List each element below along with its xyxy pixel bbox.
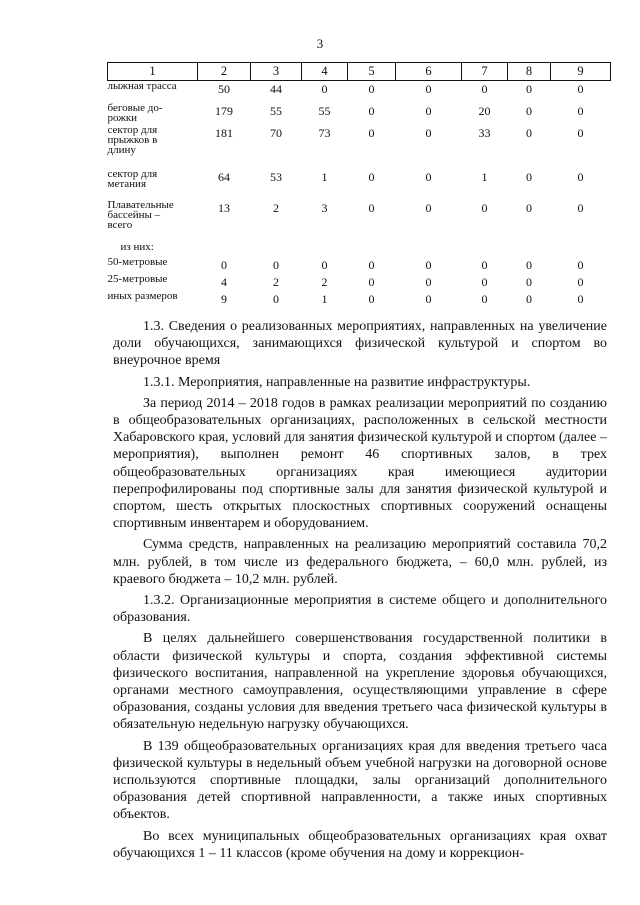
table-cell: 0: [321, 257, 328, 272]
table-cell: 181: [215, 125, 233, 140]
table-cell: 50: [218, 82, 230, 96]
table-cell: 0: [425, 200, 432, 215]
row-label: Плавательные бассейны – всего: [107, 198, 174, 231]
table-cell: 0: [577, 274, 584, 289]
table-cell: 20: [478, 103, 491, 118]
table-cell: 0: [481, 291, 488, 306]
table-cell: 0: [368, 169, 375, 184]
table-cell: 0: [425, 82, 432, 96]
table-cell: 0: [481, 82, 488, 96]
table-cell: 0: [481, 200, 488, 215]
table-cell: 0: [425, 103, 432, 118]
table-cell: 0: [368, 200, 375, 215]
table-row: [108, 125, 611, 169]
paragraph: В 139 общеобразовательных организациях края для введения третьего часа физической культуры в недельный объем учебной нагрузки на договорной основе используются спортивные площадки, залы организаций дополнительного образования детей спортивной направленности, а также иных спортивных объектов.: [113, 738, 607, 823]
paragraph: За период 2014 – 2018 годов в рамках реализации мероприятий по созданию в общеобразовательных организациях, расположенных в сельской местности Хабаровского края, условий для занятия физической культурой и спортом (далее – мероприятия), выполнен ремонт 46 спортивных залов, в трех общеобразовательных организациях края имеющиеся аудитории перепрофилированы под спортивные залы для занятия физической культурой и спортом, шесть открытых плоскостных спортивных сооружений оснащены спортивным инвентарем и оборудованием.: [113, 395, 607, 532]
column-header: 4: [302, 63, 348, 81]
table-row: [108, 81, 611, 103]
table-cell: 55: [318, 103, 331, 118]
paragraph: 1.3.1. Мероприятия, направленные на развитие инфраструктуры.: [143, 374, 531, 390]
table-cell: 1: [481, 169, 488, 184]
paragraph: 1.3. Сведения о реализованных мероприятиях, направленных на увеличение доли обучающихся, занимающихся физической культурой и спортом во внеурочное время: [113, 319, 607, 369]
table-cell: 4: [221, 274, 227, 289]
row-label: иных размеров: [107, 289, 178, 302]
table-cell: 0: [577, 169, 584, 184]
table-row: [108, 169, 611, 200]
column-header: 8: [508, 63, 551, 81]
table-subheading: из них:: [120, 240, 154, 253]
table-cell: 70: [270, 125, 282, 140]
table-cell: 0: [368, 291, 375, 306]
paragraph: Сумма средств, направленных на реализацию мероприятий составила 70,2 млн. рублей, в том числе из федерального бюджета, – 60,0 млн. рублей, из краевого бюджета – 10,2 млн. рублей.: [113, 537, 607, 587]
table-row: [108, 103, 611, 125]
row-label: сектор для метания: [107, 167, 158, 190]
table-cell: 53: [270, 169, 282, 184]
table-cell: 0: [368, 257, 375, 272]
table-cell: 0: [368, 274, 375, 289]
table-cell: 0: [577, 200, 584, 215]
column-header: 2: [198, 63, 251, 81]
table-cell: 0: [425, 274, 432, 289]
table-cell: 179: [215, 103, 233, 118]
table-cell: 0: [526, 274, 532, 289]
statistics-table: [107, 62, 611, 308]
column-header: 1: [108, 63, 198, 81]
paragraph: 1.3.2. Организационные мероприятия в системе общего и дополнительного образования.: [113, 593, 607, 626]
column-header: 7: [462, 63, 508, 81]
column-header: 3: [251, 63, 302, 81]
table-cell: 33: [478, 125, 491, 140]
table-cell: 64: [218, 169, 230, 184]
row-label: 25-метровые: [107, 272, 168, 285]
table-cell: 0: [425, 169, 432, 184]
table-cell: 0: [526, 103, 532, 118]
document-body: [113, 318, 607, 866]
page-number: 3: [316, 36, 324, 51]
table-cell: 0: [526, 291, 532, 306]
table-subheading-row: [108, 240, 611, 257]
paragraph: Во всех муниципальных общеобразовательных организациях края охват обучающихся 1 – 11 классов (кроме обучения на дому и коррекцион-: [113, 828, 607, 861]
table-row: [108, 291, 611, 308]
table-cell: 2: [273, 200, 279, 215]
table-cell: 0: [273, 257, 279, 272]
table-cell: 0: [368, 103, 375, 118]
table-cell: 0: [425, 291, 432, 306]
table-cell: 1: [321, 169, 328, 184]
table-cell: 0: [368, 82, 375, 96]
table-cell: 0: [577, 82, 584, 96]
column-header: 6: [396, 63, 462, 81]
table-cell: 0: [526, 125, 532, 140]
column-header: 5: [348, 63, 396, 81]
table-cell: 2: [321, 274, 328, 289]
column-header: 9: [551, 63, 611, 81]
table-row: [108, 257, 611, 274]
table-cell: 0: [526, 169, 532, 184]
table-row: [108, 200, 611, 240]
table-cell: 0: [425, 125, 432, 140]
table-cell: 2: [273, 274, 279, 289]
table-cell: 55: [270, 103, 282, 118]
table-cell: 0: [221, 257, 227, 272]
table-cell: 44: [270, 82, 282, 96]
table-header-row: [108, 63, 611, 81]
table-cell: 0: [481, 274, 488, 289]
table-cell: 0: [368, 125, 375, 140]
table-cell: 0: [577, 257, 584, 272]
table-body: [108, 81, 611, 308]
table-cell: 0: [273, 291, 279, 306]
row-label: сектор для прыжков в длину: [107, 123, 158, 156]
table-cell: 0: [526, 257, 532, 272]
row-label: 50-метровые: [107, 255, 168, 268]
table-cell: 0: [577, 291, 584, 306]
table-cell: 0: [577, 125, 584, 140]
table-cell: 1: [321, 291, 328, 306]
table-cell: 0: [526, 200, 532, 215]
table-cell: 9: [221, 291, 227, 306]
table-cell: 3: [321, 200, 328, 215]
row-label: беговые до- рожки: [107, 101, 163, 124]
table-row: [108, 274, 611, 291]
table-cell: 73: [318, 125, 331, 140]
table-cell: 0: [481, 257, 488, 272]
table-cell: 13: [218, 200, 230, 215]
row-label: лыжная трасса: [107, 80, 177, 92]
paragraph: В целях дальнейшего совершенствования государственной политики в области физической культуры и спорта, создания эффективной системы физического воспитания, направленной на укрепление здоровья обучающихся, органами местного самоуправления, осуществляющими управление в сфере образования, созданы условия для введения третьего часа физической культуры в обязательную недельную нагрузку обучающихся.: [113, 631, 607, 733]
table-cell: 0: [321, 82, 328, 96]
table-cell: 0: [425, 257, 432, 272]
table-cell: 0: [577, 103, 584, 118]
table-cell: 0: [526, 82, 532, 96]
